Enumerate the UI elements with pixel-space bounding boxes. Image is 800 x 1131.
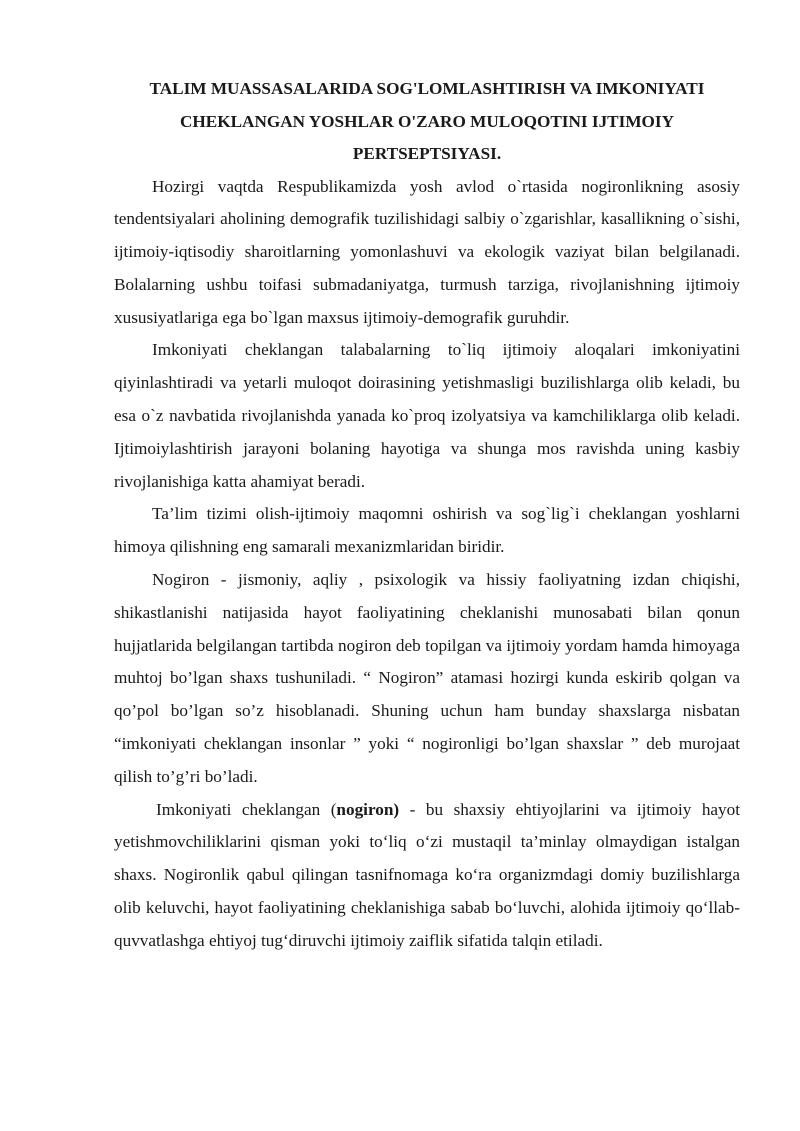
paragraph-4: Nogiron - jismoniy, aqliy , psixologik va hissiy faoliyatning izdan chiqishi, shikastlanishi natijasida hayot faoliyatining cheklanishi munosabati bilan qonun hujjatlarida belgilangan tartibda nogiron deb topilgan va ijtimoiy yordam hamda himoyaga muhtoj bo’lgan shaxs tushuniladi. “ Nogiron” atamasi hozirgi kunda eskirib qolgan va qo’pol bo’lgan so’z hisoblanadi. Shuning uchun ham bunday shaxslarga nisbatan “imkoniyati cheklangan insonlar ” yoki “ nogironligi bo’lgan shaxslar ” deb murojaat qilish to’g’ri bo’ladi. (114, 570, 740, 786)
paragraph-3: Ta’lim tizimi olish-ijtimoiy maqomni oshirish va sog`lig`i cheklangan yoshlarni himoya qilishning eng samarali mexanizmlaridan biridir. (114, 504, 740, 557)
paragraph-5-body: - bu shaxsiy ehtiyojlarini va ijtimoiy hayot yetishmovchiliklarini qisman yoki to‘liq o‘zi mustaqil ta’minlay olmaydigan istalgan shaxs. Nogironlik qabul qilingan tasnifnomaga ko‘ra organizmdagi domiy buzilishlarga olib keluvchi, hayot faoliyatining cheklanishiga sabab bo‘luvchi, alohida ijtimoiy qo‘llab-quvvatlashga ehtiyoj tug‘diruvchi ijtimoiy zaiflik sifatida talqin etiladi. (114, 799, 740, 950)
paragraph-1: Hozirgi vaqtda Respublikamizda yosh avlod o`rtasida nogironlikning asosiy tendentsiyalari aholining demografik tuzilishidagi salbiy o`zgarishlar, kasallikning o`sishi, ijtimoiy-iqtisodiy sharoitlarning yomonlashuvi va ekologik vaziyat bilan belgilanadi. Bolalarning ushbu toifasi submadaniyatga, turmush tarziga, rivojlanishning ijtimoiy xususiyatlariga ega bo`lgan maxsus ijtimoiy-demografik guruhdir. (114, 176, 740, 327)
paragraph-2: Imkoniyati cheklangan talabalarning to`liq ijtimoiy aloqalari imkoniyatini qiyinlashtiradi va yetarli muloqot doirasining yetishmasligi buzilishlarga olib keladi, bu esa o`z navbatida rivojlanishda yanada ko`proq izolyatsiya va kamchiliklarga olib keladi. Ijtimoiylashtirish jarayoni bolaning hayotiga va shunga mos ravishda uning kasbiy rivojlanishiga katta ahamiyat beradi. (114, 340, 740, 491)
paragraph-5 (114, 794, 740, 958)
document-title: TALIM MUASSASALARIDA SOG'LOMLASHTIRISH VA IMKONIYATI CHEKLANGAN YOSHLAR O'ZARO MULOQOTINI IJTIMOIY PERTSEPTSIYASI. (149, 79, 705, 163)
paragraph-5-bold-term: nogiron) (336, 799, 400, 819)
paragraph-5-intro: Imkoniyati cheklangan ( (156, 799, 337, 819)
document-page (114, 73, 740, 958)
